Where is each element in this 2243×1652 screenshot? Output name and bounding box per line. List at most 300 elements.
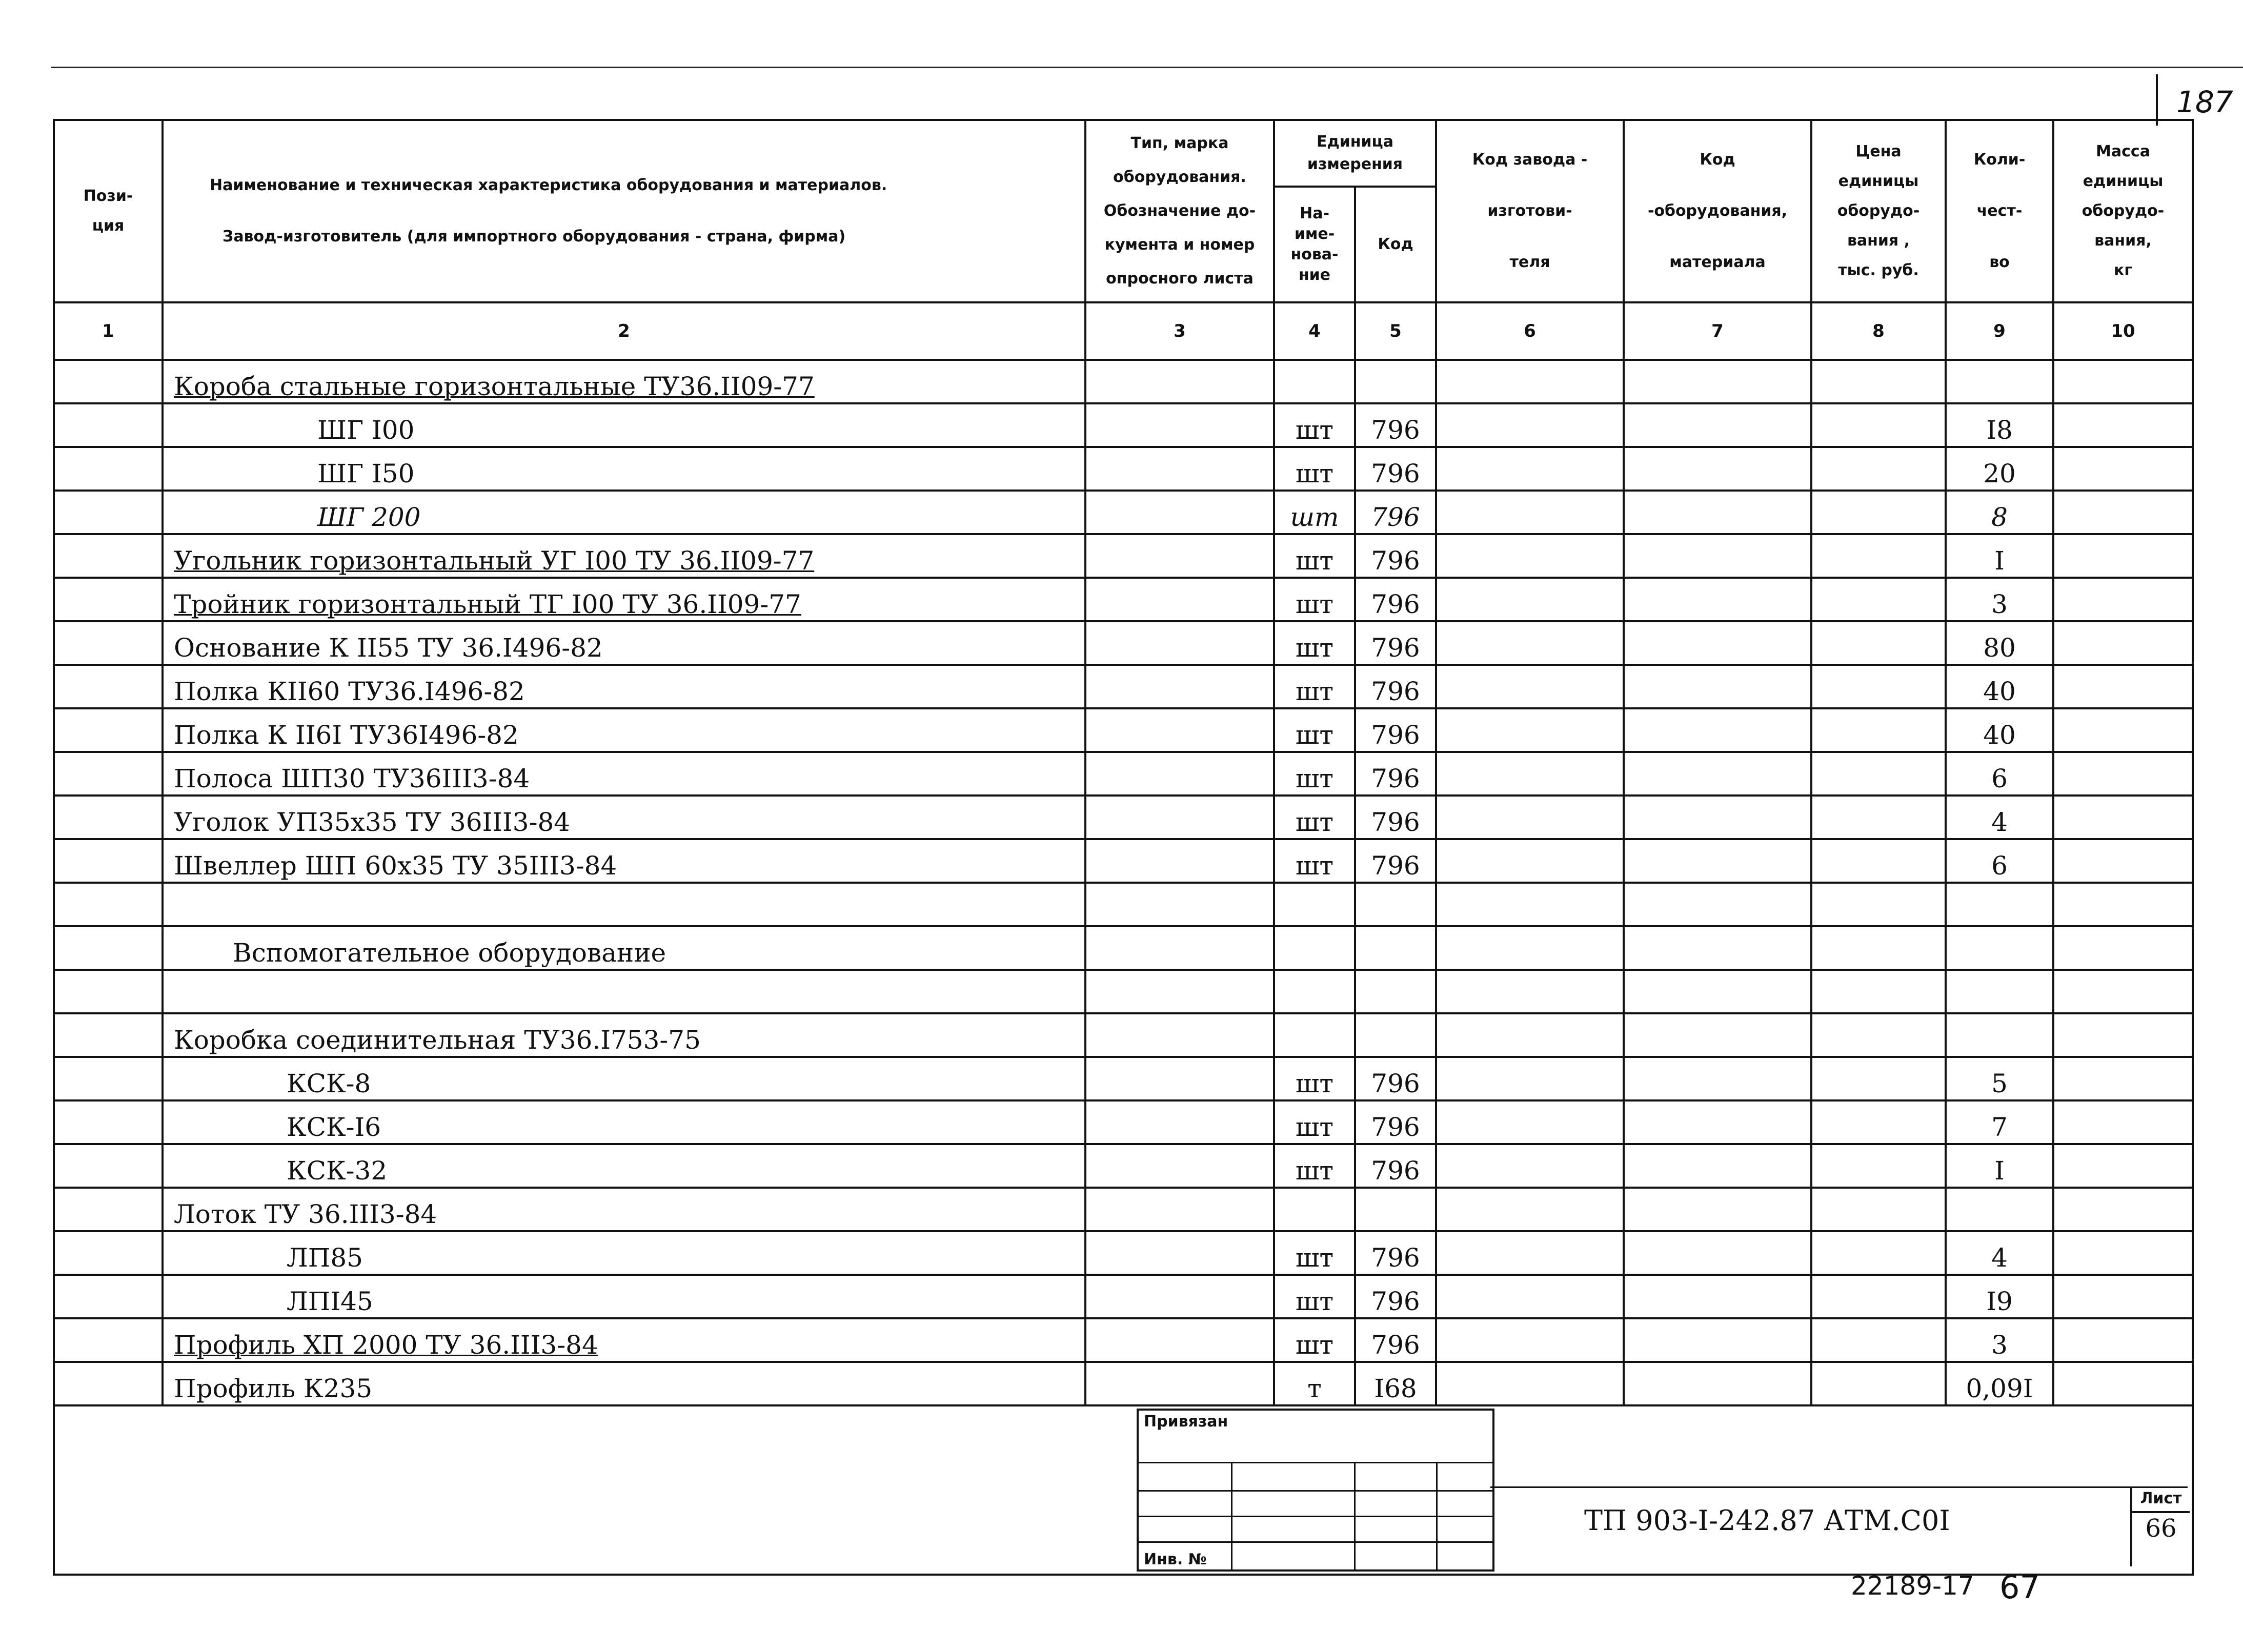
item-name-text: Вспомогательное оборудование [233,938,666,968]
unit-code-text: 796 [1371,807,1420,837]
pos-cell [54,491,163,534]
approval-stamp [1137,1409,1494,1572]
type-cell [1085,839,1274,883]
equipment-code-cell [1624,447,1811,491]
item-name-text: Тройник горизонтальный ТГ I00 ТУ 36.II09-77 [174,589,801,619]
item-name [163,926,1085,970]
unit-code-text: 796 [1371,677,1420,706]
quantity-text: I [1994,1156,2005,1186]
item-name-text: Полка К II6I ТУ36I496-82 [174,720,519,750]
col-number: 3 [1085,302,1274,360]
quantity-text: 3 [1991,1330,2008,1360]
quantity [1946,621,2053,665]
table-row [54,970,2193,1013]
unit-code [1355,1144,1436,1188]
table-row [54,1275,2193,1318]
price-cell [1811,447,1946,491]
manufacturer-code-cell [1436,1100,1624,1144]
manufacturer-code-cell [1436,1013,1624,1057]
unit-code [1355,1100,1436,1144]
price-cell [1811,403,1946,447]
table-row [54,839,2193,883]
col-number: 8 [1811,302,1946,360]
unit-name-text: шт [1295,1112,1334,1142]
unit-name-text: т [1307,1374,1322,1403]
quantity-text: 6 [1991,851,2008,881]
pos-cell [54,839,163,883]
unit-code-text: 796 [1371,459,1420,488]
unit-code-text: 796 [1371,633,1420,663]
header-quantity: Коли- чест- во [1946,120,2053,302]
item-name [163,752,1085,796]
unit-code [1355,1231,1436,1275]
manufacturer-code-cell [1436,1231,1624,1275]
manufacturer-code-cell [1436,665,1624,708]
quantity-text: 5 [1991,1069,2008,1098]
unit-code-text: 796 [1371,589,1420,619]
header-price: Цена единицы оборудо- вания , тыс. руб. [1811,120,1946,302]
manufacturer-code-cell [1436,796,1624,839]
header-name: Наименование и техническая характеристика оборудования и материалов. Завод-изготовитель (для импортного оборудования - страна, фирма) [163,120,1085,302]
equipment-code-cell [1624,360,1811,403]
unit-code [1355,621,1436,665]
col-number: 9 [1946,302,2053,360]
quantity-text: I9 [1986,1287,2013,1316]
unit-code [1355,1013,1436,1057]
table-row [54,752,2193,796]
quantity-text: 7 [1991,1112,2008,1142]
quantity-text: 40 [1983,720,2016,750]
quantity-text: 20 [1983,459,2016,488]
page-number: 187 [2176,85,2233,119]
footer-page-number: 67 [1999,1568,2040,1606]
mass-cell [2053,970,2193,1013]
equipment-code-cell [1624,839,1811,883]
item-name [163,1100,1085,1144]
type-cell [1085,1188,1274,1231]
mass-cell [2053,1013,2193,1057]
pos-cell [54,1057,163,1100]
pos-cell [54,360,163,403]
equipment-code-cell [1624,534,1811,578]
item-name-text: ШГ 200 [317,502,421,532]
price-cell [1811,491,1946,534]
header-equipment-code: Код -оборудования, материала [1624,120,1811,302]
unit-name [1274,752,1355,796]
document-id: ТП 903-I-242.87 АТМ.С0I [1584,1504,1950,1537]
pos-cell [54,1318,163,1362]
equipment-code-cell [1624,796,1811,839]
mass-cell [2053,926,2193,970]
unit-name [1274,1013,1355,1057]
mass-cell [2053,1144,2193,1188]
table-row [54,578,2193,621]
unit-name [1274,883,1355,926]
col-number: 2 [163,302,1085,360]
item-name [163,578,1085,621]
unit-code-text: 796 [1371,1112,1420,1142]
col-number: 1 [54,302,163,360]
unit-code [1355,796,1436,839]
unit-code [1355,883,1436,926]
unit-name [1274,1188,1355,1231]
equipment-code-cell [1624,1013,1811,1057]
type-cell [1085,1275,1274,1318]
unit-name [1274,970,1355,1013]
item-name-text: Основание К II55 ТУ 36.I496-82 [174,633,603,663]
item-name-text: Полка КII60 ТУ36.I496-82 [174,677,525,706]
table-row [54,1144,2193,1188]
mass-cell [2053,665,2193,708]
pos-cell [54,708,163,752]
table-row [54,926,2193,970]
table-row [54,1057,2193,1100]
type-cell [1085,360,1274,403]
price-cell [1811,1013,1946,1057]
quantity [1946,1057,2053,1100]
unit-name-text: шт [1295,1243,1334,1273]
quantity [1946,1231,2053,1275]
item-name-text: КСК-I6 [287,1112,381,1142]
unit-code [1355,447,1436,491]
price-cell [1811,1318,1946,1362]
manufacturer-code-cell [1436,491,1624,534]
unit-name-text: шт [1295,459,1334,488]
quantity-text: I8 [1986,415,2013,445]
type-cell [1085,1318,1274,1362]
unit-code-text: 796 [1371,1156,1420,1186]
type-cell [1085,752,1274,796]
unit-name [1274,796,1355,839]
quantity-text: 4 [1991,807,2008,837]
unit-name-text: шт [1295,720,1334,750]
manufacturer-code-cell [1436,1188,1624,1231]
unit-name-text: шт [1295,1069,1334,1098]
equipment-code-cell [1624,403,1811,447]
unit-name [1274,708,1355,752]
type-cell [1085,665,1274,708]
type-cell [1085,970,1274,1013]
unit-name [1274,665,1355,708]
mass-cell [2053,578,2193,621]
unit-name [1274,491,1355,534]
item-name [163,621,1085,665]
unit-code-text: 796 [1371,1287,1420,1316]
pos-cell [54,1144,163,1188]
manufacturer-code-cell [1436,970,1624,1013]
table-row [54,403,2193,447]
unit-name-text: шт [1295,807,1334,837]
col-number: 6 [1436,302,1624,360]
item-name [163,839,1085,883]
table-row [54,1013,2193,1057]
equipment-code-cell [1624,926,1811,970]
item-name [163,1188,1085,1231]
equipment-code-cell [1624,708,1811,752]
quantity [1946,534,2053,578]
quantity [1946,926,2053,970]
mass-cell [2053,708,2193,752]
mass-cell [2053,447,2193,491]
price-cell [1811,839,1946,883]
unit-code [1355,708,1436,752]
type-cell [1085,796,1274,839]
mass-cell [2053,752,2193,796]
unit-name [1274,403,1355,447]
unit-name [1274,1057,1355,1100]
quantity [1946,1188,2053,1231]
manufacturer-code-cell [1436,1318,1624,1362]
item-name [163,796,1085,839]
mass-cell [2053,1318,2193,1362]
unit-code [1355,491,1436,534]
quantity [1946,491,2053,534]
unit-code-text: 796 [1371,720,1420,750]
manufacturer-code-cell [1436,621,1624,665]
price-cell [1811,621,1946,665]
type-cell [1085,708,1274,752]
unit-name [1274,839,1355,883]
mass-cell [2053,796,2193,839]
equipment-code-cell [1624,665,1811,708]
header-unit: Единица измерения [1274,120,1436,187]
unit-code-text: I68 [1374,1374,1417,1403]
unit-name-text: шт [1295,677,1334,706]
header-mass: Масса единицы оборудо- вания, кг [2053,120,2193,302]
quantity [1946,1100,2053,1144]
quantity [1946,578,2053,621]
unit-name-text: шт [1295,546,1334,576]
pos-cell [54,1275,163,1318]
manufacturer-code-cell [1436,534,1624,578]
unit-code [1355,1188,1436,1231]
unit-code [1355,360,1436,403]
quantity-text: 80 [1983,633,2016,663]
type-cell [1085,1057,1274,1100]
item-name-text: ЛПI45 [287,1287,373,1316]
mass-cell [2053,1100,2193,1144]
unit-name-text: шт [1295,764,1334,793]
unit-name [1274,1275,1355,1318]
pos-cell [54,1188,163,1231]
unit-code [1355,926,1436,970]
quantity [1946,403,2053,447]
type-cell [1085,883,1274,926]
quantity [1946,752,2053,796]
header-position: Пози- ция [54,120,163,302]
pos-cell [54,752,163,796]
unit-name [1274,926,1355,970]
type-cell [1085,403,1274,447]
mass-cell [2053,1188,2193,1231]
type-cell [1085,1144,1274,1188]
unit-name-text: шт [1290,502,1339,532]
price-cell [1811,708,1946,752]
item-name [163,403,1085,447]
unit-name [1274,1318,1355,1362]
mass-cell [2053,534,2193,578]
type-cell [1085,1013,1274,1057]
price-cell [1811,1188,1946,1231]
type-cell [1085,491,1274,534]
price-cell [1811,970,1946,1013]
manufacturer-code-cell [1436,839,1624,883]
pos-cell [54,970,163,1013]
item-name-text: ШГ I50 [317,459,415,488]
equipment-code-cell [1624,1144,1811,1188]
title-block-divider [1490,1486,2188,1488]
stamp-inventory-label: Инв. № [1144,1551,1207,1568]
manufacturer-code-cell [1436,360,1624,403]
item-name-text: Полоса ШП30 ТУ36III3-84 [174,764,530,793]
unit-code [1355,1318,1436,1362]
unit-code-text: 796 [1371,415,1420,445]
item-name-text: КСК-32 [287,1156,388,1186]
stamp-title: Привязан [1144,1413,1228,1431]
pos-cell [54,883,163,926]
equipment-code-cell [1624,752,1811,796]
pos-cell [54,578,163,621]
col-number: 5 [1355,302,1436,360]
quantity-text: 4 [1991,1243,2008,1273]
item-name [163,1275,1085,1318]
unit-code-text: 796 [1371,1243,1420,1273]
unit-name [1274,578,1355,621]
item-name-text: Уголок УП35х35 ТУ 36III3-84 [174,807,571,837]
unit-code [1355,1275,1436,1318]
sheet-label: Лист [2132,1486,2190,1513]
item-name [163,1057,1085,1100]
header-manufacturer-code: Код завода - изготови- теля [1436,120,1624,302]
price-cell [1811,1231,1946,1275]
price-cell [1811,1057,1946,1100]
item-name [163,1318,1085,1362]
unit-code [1355,970,1436,1013]
item-name [163,360,1085,403]
item-name [163,1144,1085,1188]
equipment-code-cell [1624,621,1811,665]
quantity [1946,447,2053,491]
type-cell [1085,534,1274,578]
footer-inventory-number: 22189-17 [1851,1571,1974,1601]
table-row [54,1318,2193,1362]
item-name-text: ШГ I00 [317,415,415,445]
table-row [54,621,2193,665]
unit-name-text: шт [1295,851,1334,881]
unit-name [1274,447,1355,491]
unit-code [1355,534,1436,578]
unit-code [1355,665,1436,708]
unit-name-text: шт [1295,1156,1334,1186]
item-name [163,708,1085,752]
mass-cell [2053,1275,2193,1318]
item-name [163,534,1085,578]
top-rule [51,67,2243,68]
quantity [1946,970,2053,1013]
mass-cell [2053,1057,2193,1100]
equipment-code-cell [1624,1188,1811,1231]
unit-name [1274,360,1355,403]
unit-name [1274,1100,1355,1144]
unit-name-text: шт [1295,1330,1334,1360]
item-name [163,665,1085,708]
table-row [54,447,2193,491]
table-row [54,708,2193,752]
unit-name-text: шт [1295,1287,1334,1316]
quantity [1946,665,2053,708]
quantity [1946,708,2053,752]
mass-cell [2053,360,2193,403]
item-name-text: Коробка соединительная ТУ36.I753-75 [174,1025,701,1055]
item-name-text: ЛП85 [287,1243,363,1273]
manufacturer-code-cell [1436,578,1624,621]
type-cell [1085,578,1274,621]
col-number: 7 [1624,302,1811,360]
price-cell [1811,578,1946,621]
equipment-code-cell [1624,883,1811,926]
quantity [1946,1275,2053,1318]
item-name [163,970,1085,1013]
table-row [54,1188,2193,1231]
specification-table [53,119,2194,1406]
mass-cell [2053,883,2193,926]
manufacturer-code-cell [1436,926,1624,970]
header-type: Тип, марка оборудования. Обозначение до- кумента и номер опросного листа [1085,120,1274,302]
item-name-text: Лоток ТУ 36.III3-84 [174,1199,437,1229]
unit-code [1355,839,1436,883]
item-name-text: Швеллер ШП 60х35 ТУ 35III3-84 [174,851,617,881]
manufacturer-code-cell [1436,752,1624,796]
manufacturer-code-cell [1436,403,1624,447]
col-number: 4 [1274,302,1355,360]
type-cell [1085,621,1274,665]
manufacturer-code-cell [1436,1275,1624,1318]
pos-cell [54,1100,163,1144]
unit-code [1355,752,1436,796]
equipment-code-cell [1624,1057,1811,1100]
price-cell [1811,1275,1946,1318]
manufacturer-code-cell [1436,708,1624,752]
mass-cell [2053,403,2193,447]
item-name-text: Профиль ХП 2000 ТУ 36.III3-84 [174,1330,598,1360]
item-name [163,883,1085,926]
manufacturer-code-cell [1436,1144,1624,1188]
quantity [1946,883,2053,926]
pos-cell [54,926,163,970]
type-cell [1085,1231,1274,1275]
quantity-text: 3 [1991,589,2008,619]
quantity-text: 0,09I [1966,1374,2033,1403]
pos-cell [54,1231,163,1275]
pos-cell [54,621,163,665]
price-cell [1811,752,1946,796]
unit-name [1274,621,1355,665]
pos-cell [54,1013,163,1057]
pos-cell [54,403,163,447]
price-cell [1811,534,1946,578]
unit-code-text: 796 [1371,851,1420,881]
equipment-code-cell [1624,1231,1811,1275]
equipment-code-cell [1624,578,1811,621]
quantity [1946,1144,2053,1188]
table-row [54,360,2193,403]
sheet-number: 66 [2145,1514,2177,1543]
unit-code-text: 796 [1371,1330,1420,1360]
item-name [163,1013,1085,1057]
price-cell [1811,926,1946,970]
quantity [1946,1013,2053,1057]
table-row [54,1231,2193,1275]
